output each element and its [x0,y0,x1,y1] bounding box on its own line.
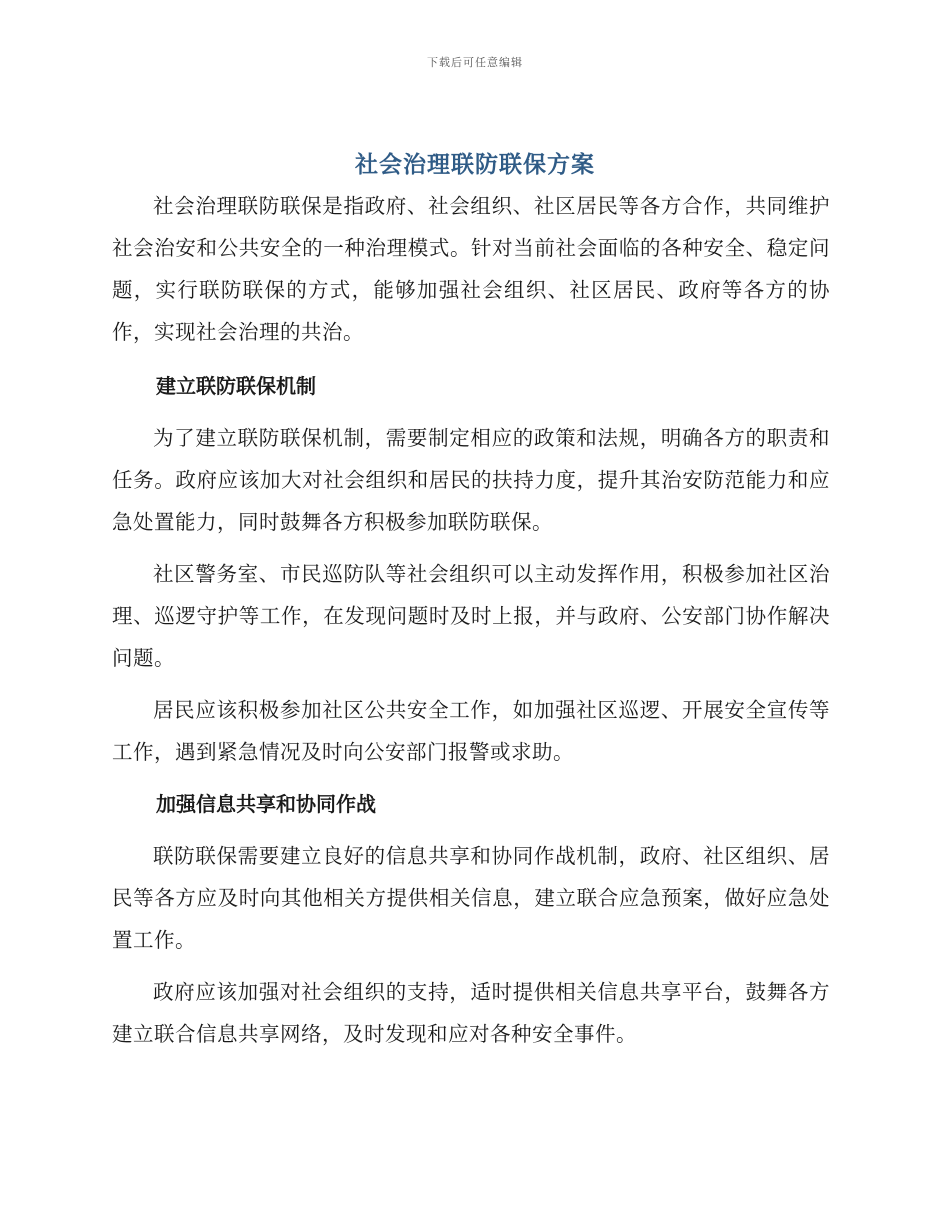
section-paragraph: 政府应该加强对社会组织的支持，适时提供相关信息共享平台，鼓舞各方建立联合信息共享网络，及时发现和应对各种安全事件。 [112,980,830,1046]
section-paragraph: 为了建立联防联保机制，需要制定相应的政策和法规，明确各方的职责和任务。政府应该加大对社会组织和居民的扶持力度，提升其治安防范能力和应急处置能力，同时鼓舞各方积极参加联防联保。 [112,426,830,534]
section-heading: 建立联防联保机制 [156,374,316,398]
header-note: 下载后可任意编辑 [427,56,523,69]
intro-paragraph: 社会治理联防联保是指政府、社会组织、社区居民等各方合作，共同维护社会治安和公共安全的一种治理模式。针对当前社会面临的各种安全、稳定问题，实行联防联保的方式，能够加强社会组织、社区居民、政府等各方的协作，实现社会治理的共治。 [112,194,830,344]
document-title: 社会治理联防联保方案 [355,152,595,178]
section-mechanism [112,365,830,783]
section-heading: 加强信息共享和协同作战 [156,792,376,816]
section-info-sharing [112,783,830,1055]
section-paragraph: 联防联保需要建立良好的信息共享和协同作战机制，政府、社区组织、居民等各方应及时向其他相关方提供相关信息，建立联合应急预案，做好应急处置工作。 [112,844,830,952]
document-body [112,185,830,1055]
section-paragraph: 社区警务室、市民巡防队等社会组织可以主动发挥作用，积极参加社区治理、巡逻守护等工作，在发现问题时及时上报，并与政府、公安部门协作解决问题。 [112,562,830,670]
section-paragraph: 居民应该积极参加社区公共安全工作，如加强社区巡逻、开展安全宣传等工作，遇到紧急情况及时向公安部门报警或求助。 [112,698,830,764]
